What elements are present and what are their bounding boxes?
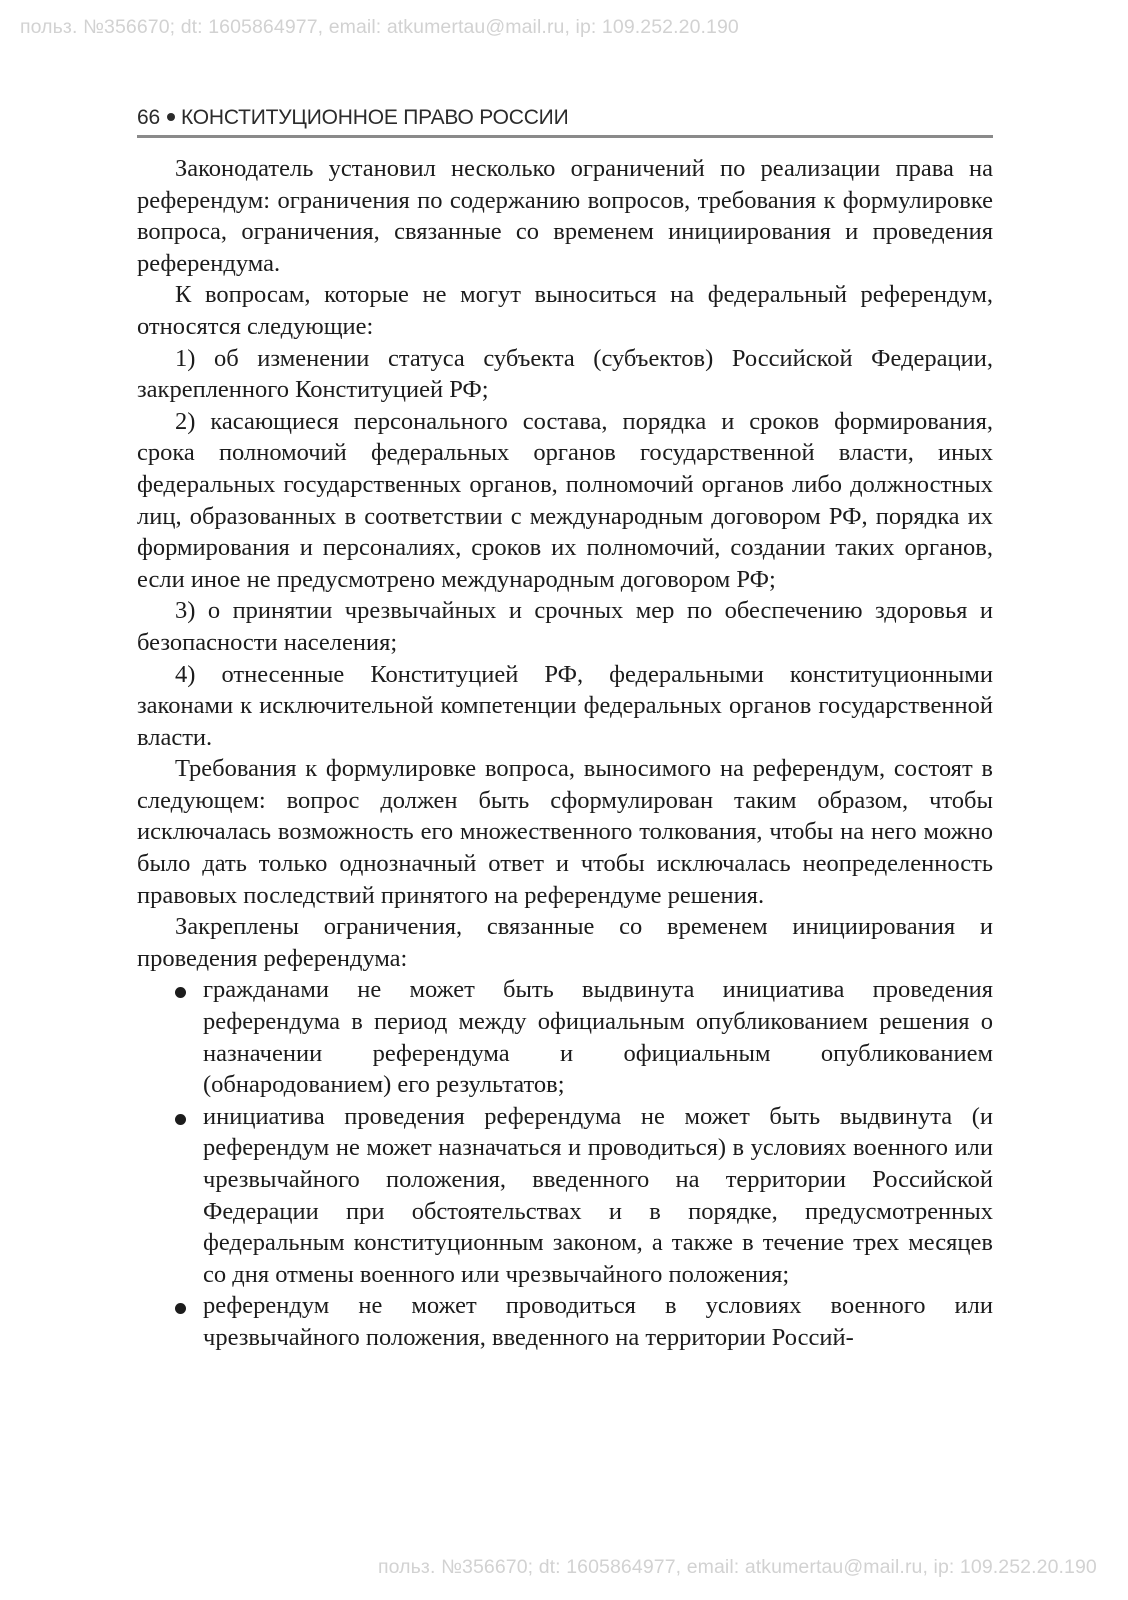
bullet-icon: [175, 987, 186, 998]
paragraph-2: К вопросам, которые не могут выноситься на федеральный референдум, относятся следующие:: [137, 281, 993, 340]
paragraph-requirements: Требования к формулировке вопроса, выносимого на референдум, состоят в следующем: вопрос должен быть сформулирован таким образом, чтобы исключалась возможность его множественного толкования, чтобы на него можно было дать только однозначный ответ и чтобы исключалась неопределенность правовых последствий принятого на референдуме решения.: [137, 755, 993, 909]
book-title: КОНСТИТУЦИОННОЕ ПРАВО РОССИИ: [180, 106, 569, 129]
bullet-item-3: [203, 1290, 993, 1353]
list-item-4: 4) отнесенные Конституцией РФ, федеральными конституционными законами к исключительной компетенции федеральных органов государственной власти.: [137, 660, 993, 751]
running-head: [137, 106, 993, 130]
bullet-item-1: [203, 974, 993, 1100]
paragraph-time-limits: Закреплены ограничения, связанные со временем инициирования и проведения референдума:: [137, 913, 993, 972]
bullet-text-2: инициатива проведения референдума не может быть выдвинута (и референдум не может назначаться и проводиться) в условиях военного или чрезвычайного положения, введенного на территории Российской Федерации при обстоятельствах и в порядке, предусмотренных федеральным конституционным законом, а также в течение трех месяцев со дня отмены военного или чрезвычайного положения;: [203, 1102, 993, 1288]
header-rule: [137, 135, 993, 138]
list-item-3: 3) о принятии чрезвычайных и срочных мер по обеспечению здоровья и безопасности населения;: [137, 597, 993, 656]
page-number: 66: [137, 106, 160, 129]
header-bullet-icon: [167, 113, 175, 121]
list-item-1: 1) об изменении статуса субъекта (субъектов) Российской Федерации, закрепленного Конституцией РФ;: [137, 344, 993, 404]
bullet-list: [137, 974, 993, 1353]
bullet-item-2: [203, 1101, 993, 1291]
bullet-text-1: гражданами не может быть выдвинута инициатива проведения референдума в период между официальным опубликованием решения о назначении референдума и официальным опубликованием (обнародованием) его результатов;: [203, 976, 993, 1099]
watermark-top: польз. №356670; dt: 1605864977, email: atkumertau@mail.ru, ip: 109.252.20.190: [20, 16, 739, 38]
bullet-icon: [175, 1303, 186, 1314]
watermark-bottom: польз. №356670; dt: 1605864977, email: atkumertau@mail.ru, ip: 109.252.20.190: [378, 1556, 1097, 1578]
list-item-2: 2) касающиеся персонального состава, порядка и сроков формирования, срока полномочий федеральных органов государственной власти, иных федеральных государственных органов, полномочий органов либо должностных лиц, образованных в соответствии с международным договором РФ, порядка их формирования и персоналиях, сроков их полномочий, создании таких органов, если иное не предусмотрено международным договором РФ;: [137, 407, 993, 593]
bullet-icon: [175, 1114, 186, 1125]
page-body: [137, 153, 993, 1354]
bullet-text-3: референдум не может проводиться в условиях военного или чрезвычайного положения, введенного на территории Россий-: [203, 1292, 993, 1351]
paragraph-1: Законодатель установил несколько ограничений по реализации права на референдум: ограничения по содержанию вопросов, требования к формулировке вопроса, ограничения, связанные со временем инициирования и проведения референдума.: [137, 155, 993, 277]
